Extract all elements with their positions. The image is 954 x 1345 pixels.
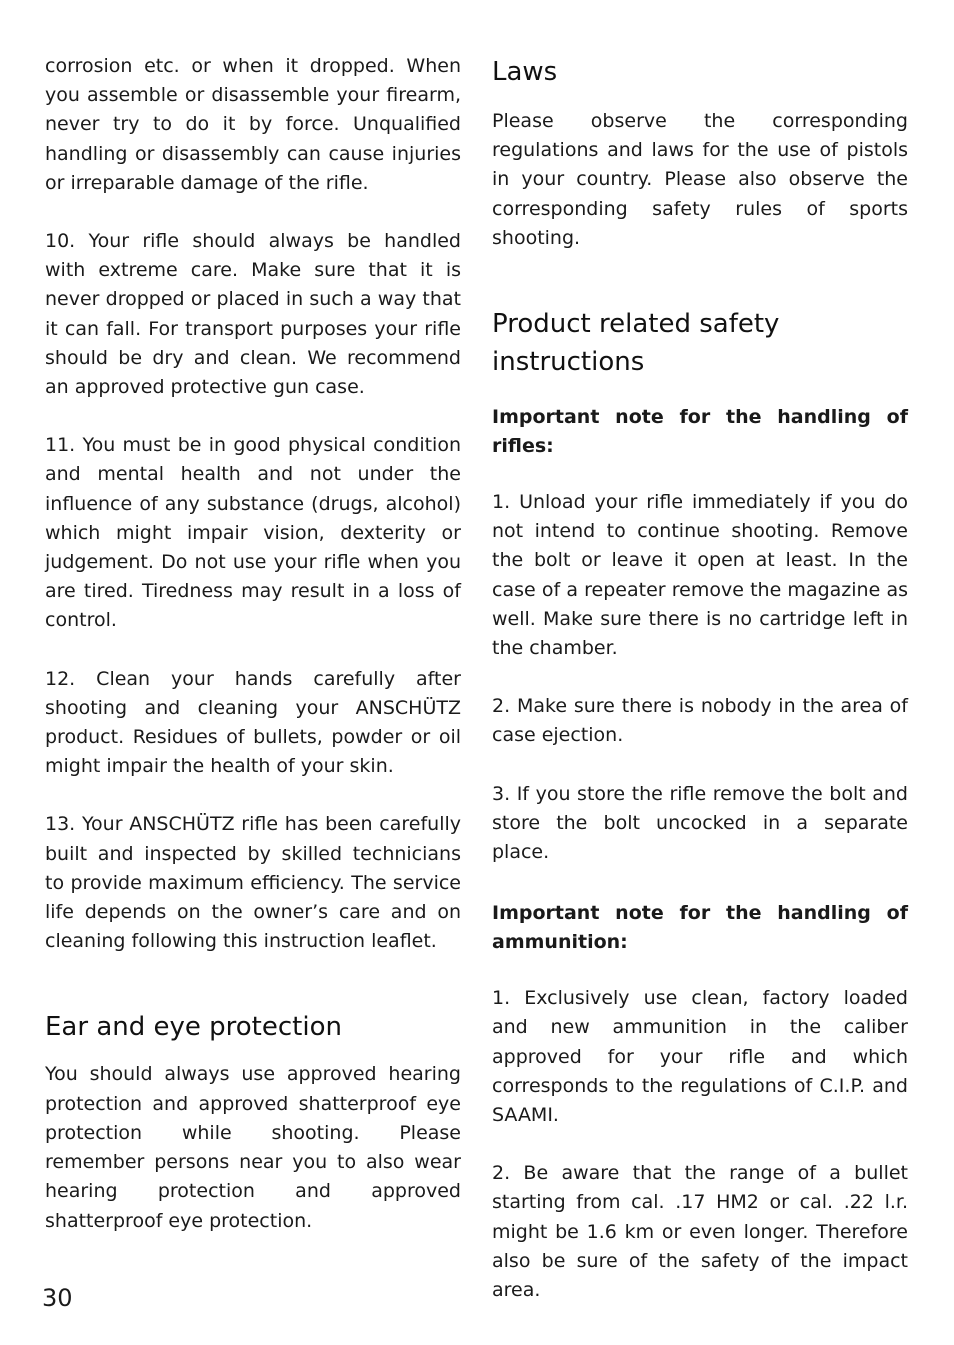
- paragraph-corrosion: corrosion etc. or when it dropped. When you assemble or disassemble your firearm, never try to do it by force. Unqualified handling or disassembly can cause injuries or irreparable damage of the rifle.: [45, 55, 461, 194]
- paragraph-laws: Please observe the corresponding regulations and laws for the use of pistols in your country. Please also observe the corresponding safety rules of sports shooting.: [492, 110, 908, 249]
- paragraph-ear-eye-protection: You should always use approved hearing protection and approved shatterproof eye protection while shooting. Please remember persons near you to also wear hearing protection and approved shatterproof eye protection.: [45, 1063, 461, 1232]
- rifle-note-item-2: 2. Make sure there is nobody in the area of case ejection.: [492, 695, 908, 747]
- paragraph-item-13: 13. Your ANSCHÜTZ rifle has been carefully built and inspected by skilled technicians to provide maximum efficiency. The service life depends on the owner’s care and on cleaning following this instruction leaflet.: [45, 813, 461, 953]
- rifle-note-item-3: 3. If you store the rifle remove the bolt and store the bolt uncocked in a separate place.: [492, 782, 908, 864]
- right-column: [492, 53, 908, 1334]
- rifle-note-item-1: 1. Unload your rifle immediately if you do not intend to continue shooting. Remove the bolt or leave it open at least. In the case of a repeater remove the magazine as well. Make sure there is no cartridge left in the chamber.: [492, 491, 908, 660]
- note-rifles-heading: Important note for the handling of rifles:: [492, 406, 908, 458]
- heading-laws: Laws: [492, 57, 558, 87]
- heading-product-safety: Product related safety instructions: [492, 309, 780, 378]
- left-column: [45, 52, 461, 1265]
- paragraph-item-10: 10. Your rifle should always be handled with extreme care. Make sure that it is never dropped or placed in such a way that it can fall. For transport purposes your rifle should be dry and clean. We recommend an approved protective gun case.: [45, 230, 461, 399]
- paragraph-item-12: 12. Clean your hands carefully after shooting and cleaning your ANSCHÜTZ product. Residues of bullets, powder or oil might impair the health of your skin.: [45, 667, 461, 778]
- heading-ear-eye-protection: Ear and eye protection: [45, 1012, 342, 1043]
- ammo-note-item-1: 1. Exclusively use clean, factory loaded and new ammunition in the caliber approved for your rifle and which corresponds to the regulations of C.I.P. and SAAMI.: [492, 987, 908, 1127]
- page-number: 30: [42, 1284, 73, 1312]
- note-ammunition-heading: Important note for the handling of ammunition:: [492, 902, 908, 954]
- paragraph-item-11: 11. You must be in good physical condition and mental health and not under the influence of any substance (drugs, alcohol) which might impair vision, dexterity or judgement. Do not use your rifle when you are tired. Tiredness may result in a loss of control.: [45, 434, 461, 632]
- ammo-note-item-2: 2. Be aware that the range of a bullet starting from cal. .17 HM2 or cal. .22 l.r. might be 1.6 km or even longer. Therefore also be sure of the safety of the impact area.: [492, 1162, 908, 1302]
